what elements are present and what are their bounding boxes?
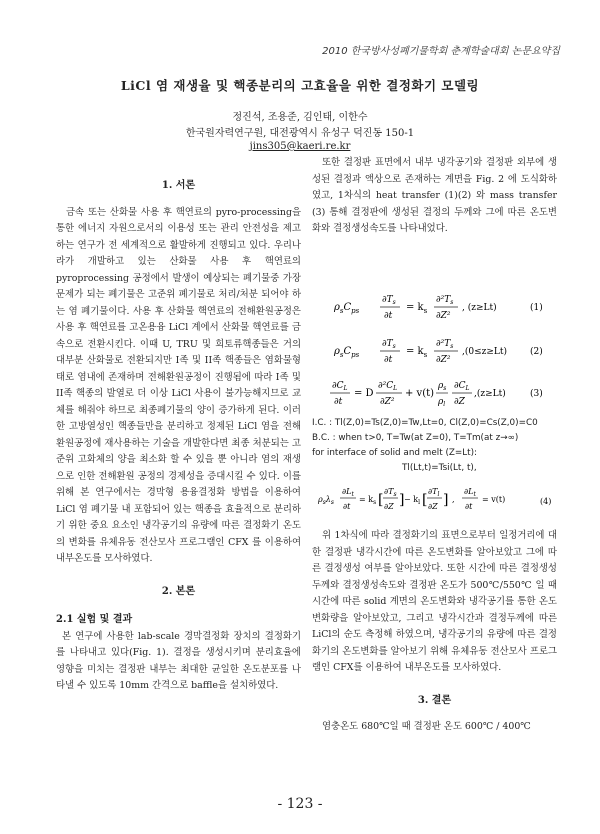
svg-text:∂CL: $\partial C_L$ (332, 381, 348, 392)
eq3-condition: ,(z≥Lt) (474, 389, 506, 399)
equation-3-svg (312, 374, 557, 408)
body-heading: 2. 본론 (161, 585, 196, 597)
svg-text:= ks: = $k_s$ (359, 495, 377, 506)
svg-text:∂Z²: ∂Z² (436, 311, 451, 321)
svg-text:∂²Ts: $\partial^2T_s$ (436, 339, 454, 350)
svg-text:ρl: $\rho_l$ (438, 397, 446, 408)
right-column-intro (312, 155, 557, 238)
svg-text:∂Z: ∂Z (454, 397, 465, 407)
svg-text:[: [ (422, 492, 428, 508)
running-header: 2010 한국방사성폐기물학회 춘계학술대회 논문요약집 (322, 46, 560, 57)
interface-label: for interface of solid and melt (Z=Lt): (312, 448, 478, 458)
svg-text:∂Z: ∂Z (384, 502, 394, 511)
authors: 정진석, 조용준, 김인태, 이한수 (232, 112, 368, 123)
svg-text:∂Ts: $\partial T_s$ (382, 295, 396, 306)
svg-text:∂t: ∂t (465, 502, 473, 511)
svg-text:= ks: = $k_s$ (406, 302, 428, 315)
intro-paragraph: 금속 또는 산화물 사용 후 핵연료의 pyro-processing을 통한 에너지 자원으로서의 이용성 또는 관리 안전성을 제고하는 연구가 전 세계적으로 활발하게 진행되고 있다. 우리나라가 개발하고 있는 산화물 사용 후 핵연료의 pyroprocessing 공정에서 발생이 예상되는 폐기물중 가장 문제가 되는 폐기물은 고준위 폐기물로 처리/처분 되어야 하는 염 폐기물이다. 사용 후 산화물 핵연료의 전해환원공정은 사용 후 핵연료를 고온용융 LiCl 계에서 산화물 핵연료를 금속으로 전환시킨다. 이때 U, TRU 및 희토류핵종들은 거의 대부분 산화물로 전환되지만 I족 및 II족 핵종들은 염화물형태로 염내에 존재하며 전해환원공정이 진행됨에 따라 I족 및 II족 핵종의 발열로 더 이상 LiCl 사용이 불가능해지므로 교체를 해줘야 하므로 최종폐기물의 양이 증가하게 된다. 이러한 고방열성인 핵종들만을 분리하고 정제된 LiCl 염을 전해환원공정에 재사용하는 기술을 개발한다면 최종 처분되는 고준위 고화체의 양을 최소화 할 수 있을 뿐 아니라 염의 재생으로 인한 전해환원 공정의 경제성을 증대시킬 수 있다. 이를 위해 본 연구에서는 경막형 용융결정화 방법을 이용하여 LiCl 염 폐기물 내 포함되어 있는 핵종을 효율적으로 분리하기 위한 중요 요소인 냉각공기의 유량에 따른 결정화기 온도의 변화를 유체유동 전산모사 프로그램인 CFX 를 이용하여 내부온도를 모사하였다. (56, 206, 301, 564)
eq1-condition: , (z≥Lt) (462, 303, 497, 313)
svg-text:ρsCps: $\rho_sC_{ps}$ (334, 302, 360, 315)
svg-text:∂CL: $\partial C_L$ (454, 381, 470, 392)
equation-1 (312, 288, 557, 322)
interface-equation: Tl(Lt,t)=Tsi(Lt, t), (402, 463, 477, 473)
conclusion-heading: 3. 결론 (417, 694, 452, 706)
svg-text:= ks: = $k_s$ (406, 346, 428, 359)
affiliation: 한국원자력연구원, 대전광역시 유성구 덕진동 150-1 (185, 128, 415, 139)
svg-text:∂Z²: ∂Z² (380, 397, 395, 407)
svg-text:+ v(t): + v(t) (405, 388, 435, 399)
svg-text:ρs: $\rho_s$ (438, 381, 447, 392)
svg-text:∂t: ∂t (334, 397, 343, 407)
initial-condition: I.C. : Tl(Z,0)=Ts(Z,0)=Tw,Lt=0, Cl(Z,0)=Cs(Z,0)=C0 (312, 418, 538, 428)
subsection-heading: 2.1 실험 및 결과 (56, 614, 133, 625)
intro-heading: 1. 서론 (161, 180, 196, 191)
svg-text:∂Ts: $\partial T_s$ (382, 339, 396, 350)
right-paragraph-2: 위 1차식에 따라 결정화기의 표면으로부터 일정거리에 대한 결정판 냉각시간에 따른 온도변화를 알아보았고 그에 따른 결정생성 여부를 알아보았다. 또한 시간에 따른 결정생성 두께와 결정생성속도와 결정판 온도가 500℃/550℃ 일 때 시간에 따른 solid 계면의 온도변화와 냉각공기를 통한 온도변화량을 알아보았고, 그리고 냉각시간과 결정두께에 따른 LiCl의 순도 측정해 하였으며, 냉각공기의 유량에 따른 결정화기의 온도변화를 알아보기 위해 유체유동 전산모사 프로그램인 CFX를 이용하여 내부온도를 모사하였다. (312, 530, 557, 673)
left-column (56, 178, 301, 695)
equation-4-svg (312, 480, 562, 516)
right-column-body (312, 528, 557, 736)
equation-1-svg (312, 288, 557, 322)
page-number: - 123 - (277, 796, 323, 812)
svg-text:∂Lt: $\partial L_t$ (342, 487, 354, 498)
svg-text:∂²CL: $\partial^2C_L$ (378, 381, 398, 392)
conclusion-paragraph: 염충온도 680℃일 때 결정판 온도 600℃ / 400℃ (322, 721, 531, 732)
svg-text:∂Z: ∂Z (428, 502, 438, 511)
eq1-number: (1) (530, 303, 543, 313)
svg-text:∂t: ∂t (384, 311, 393, 321)
svg-text:]: ] (443, 492, 449, 508)
equation-3 (312, 374, 557, 408)
svg-text:,: , (452, 495, 455, 504)
email[interactable] (0, 141, 600, 152)
eq2-number: (2) (530, 347, 543, 357)
subsection-paragraph: 본 연구에 사용한 lab-scale 경막결정화 장치의 결정화기를 나타내고 있다(Fig. 1). 결정을 생성시키며 분리효율에 영향을 미치는 결정판 내부는 최대한 균일한 온도분포를 나타낼 수 있도록 10mm 간격으로 baffle을 설치하였다. (56, 630, 301, 691)
equation-2 (312, 332, 557, 366)
svg-text:∂²Ts: $\partial^2T_s$ (436, 295, 454, 306)
eq4-number: (4) (540, 497, 552, 506)
svg-text:− kl: − $k_l$ (404, 495, 421, 506)
svg-text:∂t: ∂t (384, 355, 393, 365)
svg-text:ρsλs: $\rho_s\lambda_s$ (318, 495, 334, 506)
svg-text:[: [ (378, 492, 384, 508)
eq3-number: (3) (530, 389, 543, 399)
svg-text:= D: = D (354, 388, 374, 399)
paper-title: LiCl 염 재생율 및 핵종분리의 고효율을 위한 결정화기 모델링 (120, 78, 480, 93)
svg-text:ρsCps: $\rho_sC_{ps}$ (334, 346, 360, 359)
svg-text:∂Z²: ∂Z² (436, 355, 451, 365)
boundary-condition: B.C. : when t>0, T=Tw(at Z=0), T=Tm(at z→∞) (312, 433, 519, 443)
svg-text:∂t: ∂t (343, 502, 351, 511)
svg-text:∂Ts: $\partial T_s$ (384, 487, 397, 498)
eq2-condition: ,(0≤z≥Lt) (462, 347, 508, 357)
equation-4 (312, 480, 562, 516)
right-paragraph-1: 또한 결정판 표면에서 내부 냉각공기와 결정판 외부에 생성된 결정과 액상으로 존재하는 계면을 Fig. 2 에 도식화하였고, 1차식의 heat transfer (1)(2) 와 mass transfer (3) 통해 결정판에 생성된 결정의 두께와 그에 따른 온도변화와 결정생성속도를 나타내었다. (312, 157, 557, 234)
svg-text:∂Lt: $\partial L_t$ (464, 487, 476, 498)
svg-text:∂Tl: $\partial T_l$ (428, 487, 440, 498)
equation-2-svg (312, 332, 557, 366)
conditions-block (312, 416, 562, 476)
email-link[interactable]: jins305@kaeri.re.kr (249, 141, 351, 152)
svg-text:]: ] (399, 492, 405, 508)
svg-text:= v(t): = v(t) (482, 495, 506, 504)
